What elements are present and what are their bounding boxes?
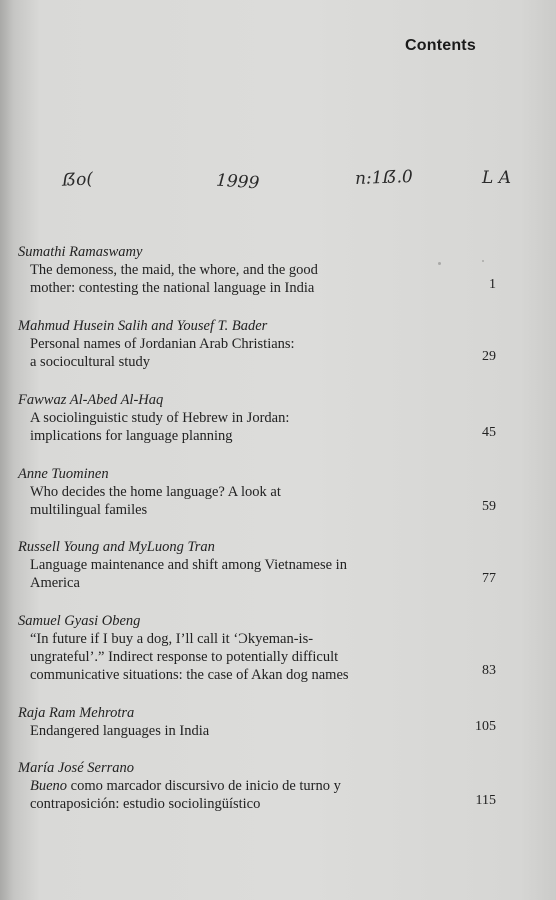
entry-author: Samuel Gyasi Obeng	[18, 613, 141, 629]
paper-smudge	[482, 260, 484, 262]
entry-page-number: 45	[482, 425, 496, 440]
page-title: Contents	[405, 37, 476, 54]
entry-title-line: Personal names of Jordanian Arab Christians:	[30, 336, 295, 352]
entry-title-line: The demoness, the maid, the whore, and the good	[30, 262, 318, 278]
entry-page-number: 29	[482, 349, 496, 364]
entry-title-line: implications for language planning	[30, 428, 233, 444]
entry-page-number: 83	[482, 663, 496, 678]
entry-author: Sumathi Ramaswamy	[18, 244, 143, 260]
entry-page-number: 59	[482, 499, 496, 514]
entry-title-line: multilingual familes	[30, 502, 148, 518]
entry-title-line: A sociolinguistic study of Hebrew in Jordan:	[30, 410, 290, 426]
entry-title-line: Endangered languages in India	[30, 723, 210, 739]
entry-title-line: ungrateful’.” Indirect response to potentially difficult	[30, 649, 339, 665]
entry-author: Russell Young and MyLuong Tran	[18, 539, 215, 555]
entry-page-number: 115	[475, 793, 496, 808]
entry-author: Fawwaz Al-Abed Al-Haq	[18, 392, 164, 408]
entry-title-line: a sociocultural study	[30, 354, 151, 370]
entry-page-number: 77	[482, 571, 496, 586]
entry-title-text: como marcador discursivo de inicio de turno y	[67, 778, 341, 794]
handwritten-note	[0, 168, 556, 198]
entry-title-italic: Bueno	[30, 778, 68, 794]
entry-page-number: 105	[475, 719, 496, 734]
handwritten-note-part: L A	[482, 168, 511, 188]
handwritten-note-part: 1999	[215, 170, 260, 194]
entry-page-number: 1	[489, 277, 496, 292]
handwritten-note-part: n:1ẞ.0	[354, 166, 414, 190]
entry-title-line: Language maintenance and shift among Vietnamese in	[30, 557, 347, 573]
paper-smudge	[438, 262, 441, 265]
entry-title-line: Who decides the home language? A look at	[30, 484, 281, 500]
entry-title-line: mother: contesting the national language in India	[30, 280, 315, 296]
bleed-through-text	[40, 0, 556, 250]
entry-author: María José Serrano	[18, 760, 134, 776]
entry-author: Mahmud Husein Salih and Yousef T. Bader	[18, 318, 268, 334]
entry-author: Raja Ram Mehrotra	[18, 705, 135, 721]
entry-title-line: America	[30, 575, 80, 591]
entry-author: Anne Tuominen	[18, 466, 109, 482]
entry-title-line: communicative situations: the case of Akan dog names	[30, 667, 349, 683]
entry-title-line	[30, 778, 341, 795]
entry-title-line: contraposición: estudio sociolingüístico	[30, 796, 261, 812]
entry-title-line: “In future if I buy a dog, I’ll call it ‘Ɔkyeman-is-	[30, 631, 314, 647]
handwritten-note-part: ẞο(	[61, 169, 94, 191]
